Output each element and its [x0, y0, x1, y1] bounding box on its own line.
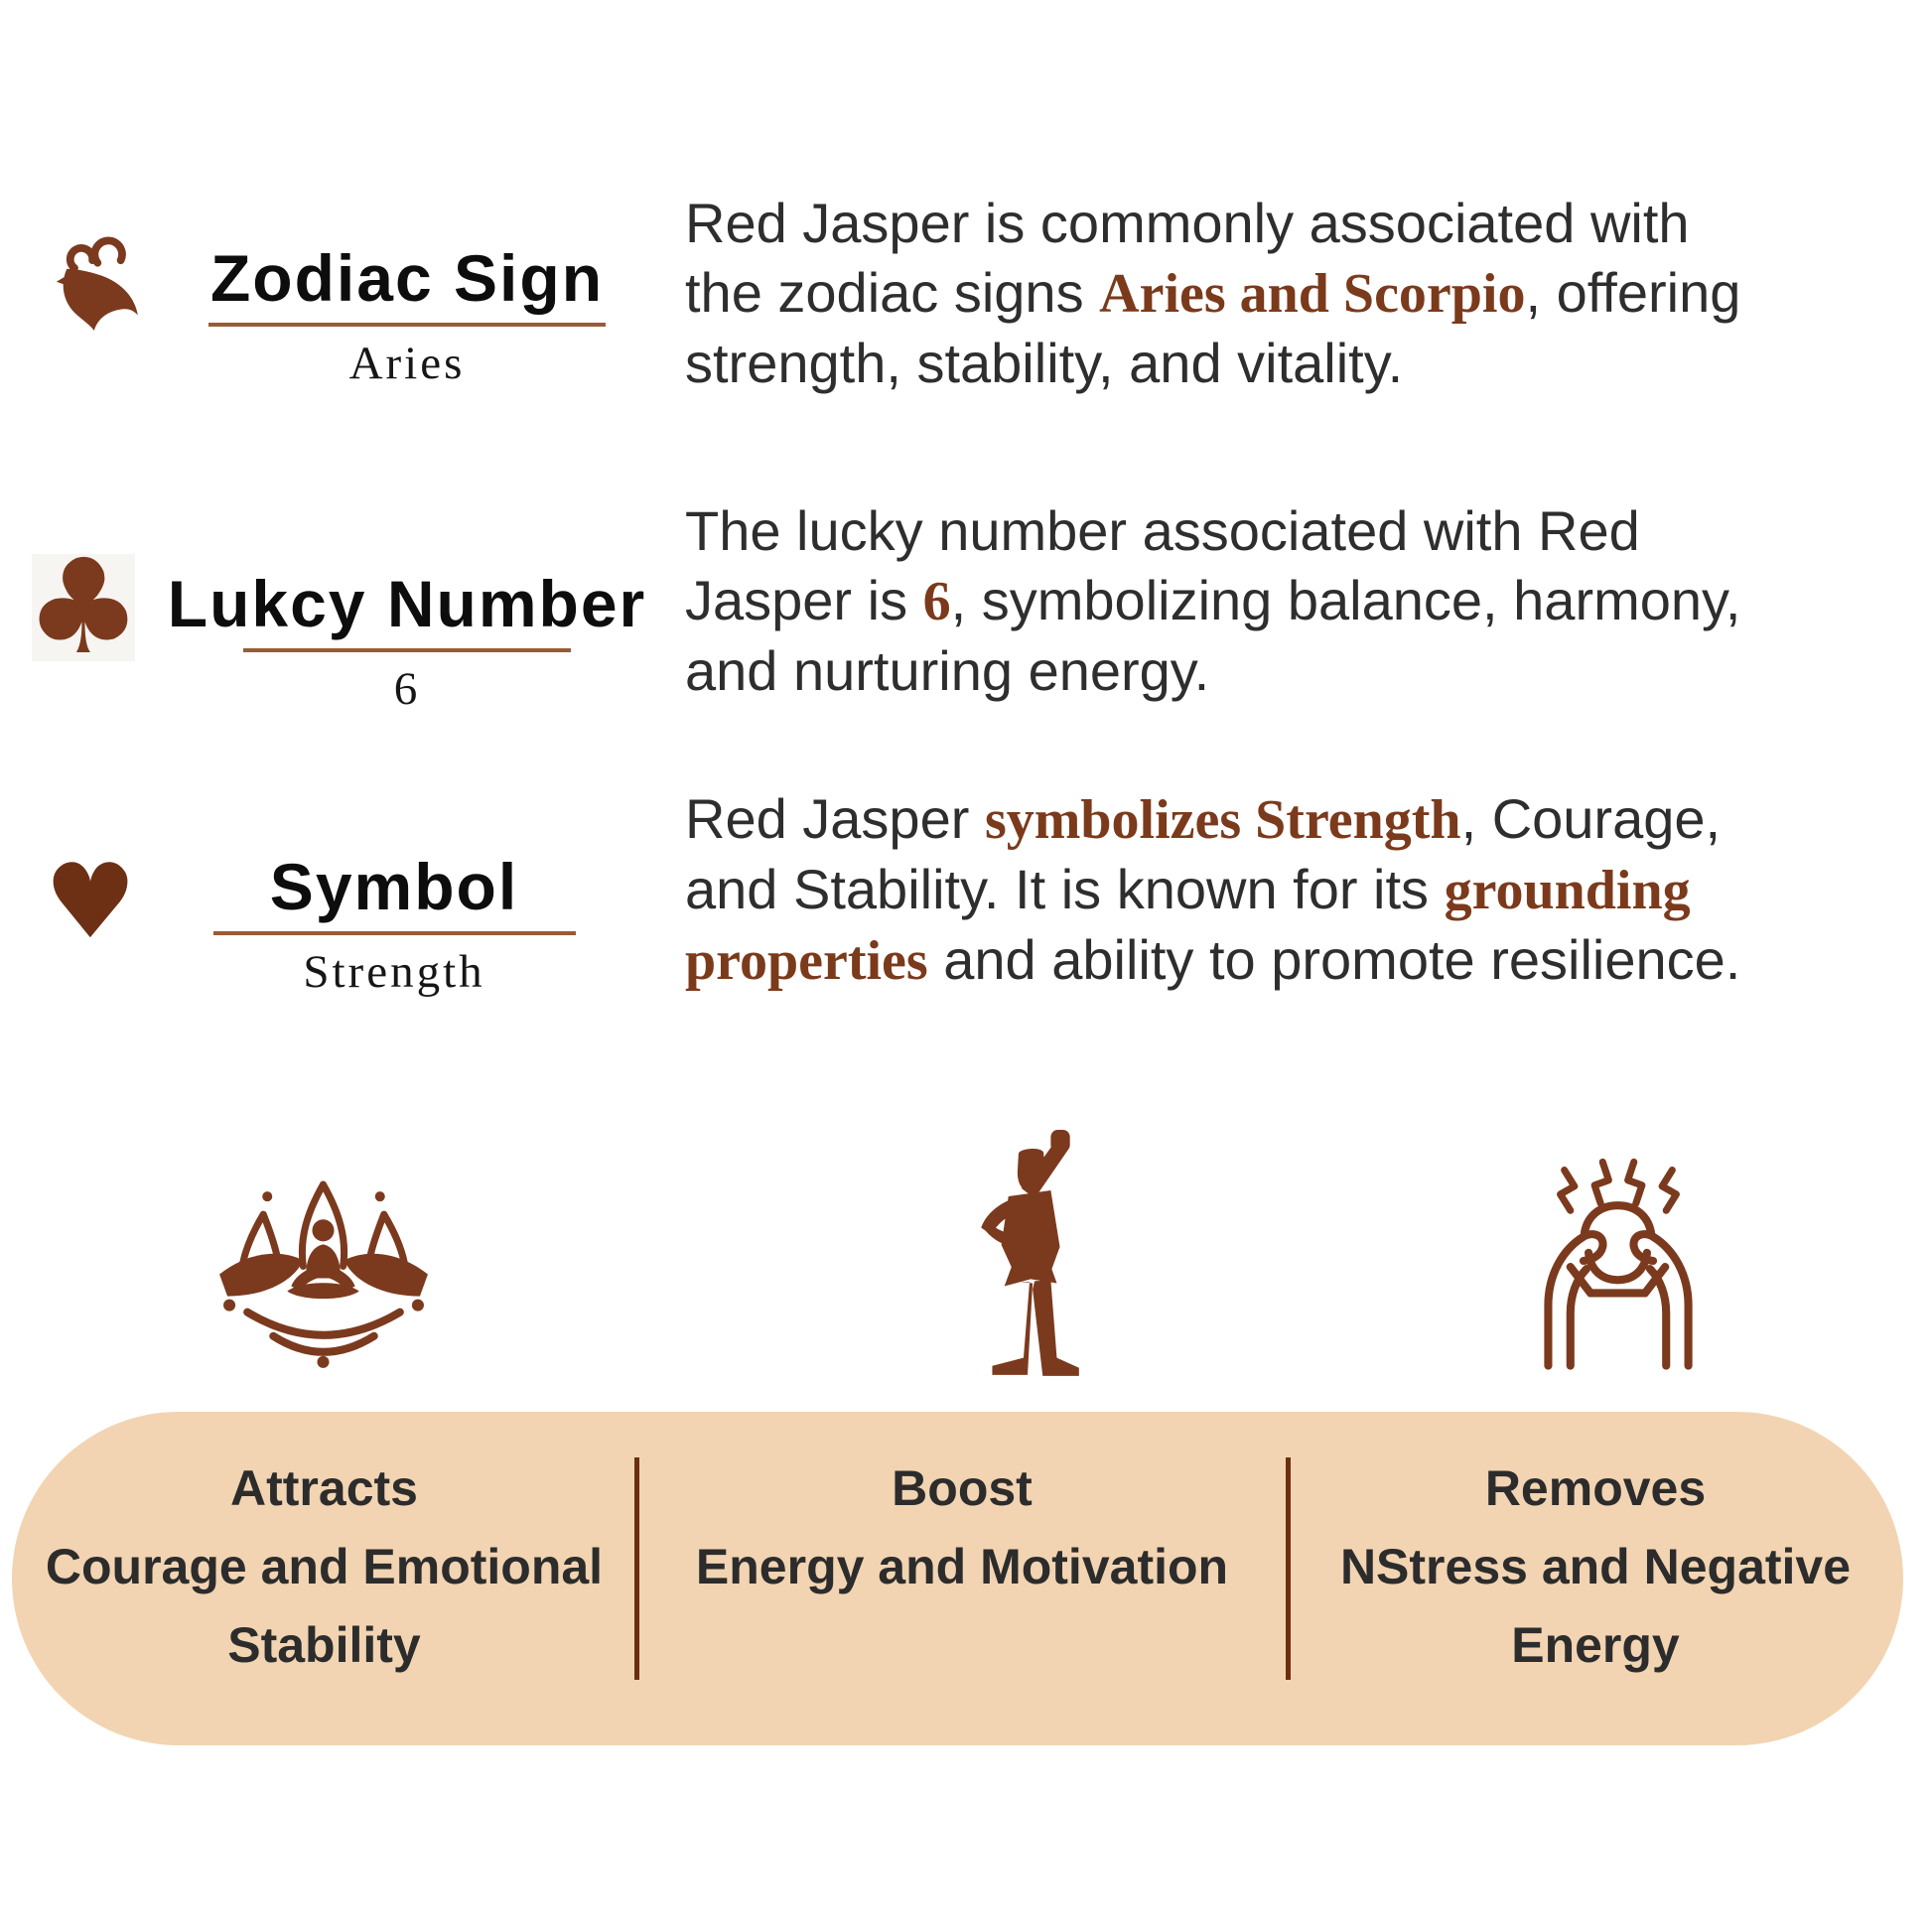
banner-divider: [1286, 1457, 1291, 1680]
title-underline: [213, 931, 576, 935]
stressed-person-icon: [1520, 1152, 1717, 1372]
lucky-number-block: [24, 531, 667, 716]
section-title: Symbol: [269, 850, 519, 923]
title-underline: [243, 648, 571, 652]
zodiac-description: Red Jasper is commonly associated with the zodiac signs Aries and Scorpio, offering strength, stability, and vitality.: [685, 192, 1741, 394]
clover-icon: ♣: [24, 531, 143, 684]
benefits-banner: [12, 1412, 1903, 1745]
banner-divider: [634, 1457, 639, 1680]
section-title: Lukcy Number: [167, 567, 647, 640]
lucky-number-description: The lucky number associated with Red Jasper is 6, symbolizing balance, harmony, and nurturing energy.: [685, 499, 1741, 702]
superhero-icon: [966, 1128, 1087, 1382]
zodiac-title-wrap: [154, 241, 660, 390]
section-subtitle: 6: [393, 663, 421, 716]
symbol-block: [44, 841, 643, 999]
section-subtitle: Aries: [348, 338, 466, 390]
benefit-removes: Removes NStress and Negative Energy: [1339, 1460, 1852, 1673]
symbol-description: Red Jasper symbolizes Strength, Courage, and Stability. It is known for its grounding properties and ability to promote resilience.: [685, 787, 1741, 992]
symbol-title-wrap: [145, 850, 643, 999]
title-underline: [208, 323, 606, 327]
goat-icon: [45, 236, 142, 331]
heart-icon: ♥: [44, 841, 137, 962]
zodiac-sign-block: [45, 236, 660, 390]
section-title: Zodiac Sign: [209, 241, 605, 315]
benefit-boost: Boost Energy and Motivation: [695, 1460, 1229, 1594]
section-subtitle: Strength: [303, 946, 485, 999]
benefit-attracts: Attracts Courage and Emotional Stability: [45, 1460, 604, 1673]
lucky-title-wrap: [147, 567, 667, 716]
lotus-meditation-icon: [211, 1174, 436, 1379]
